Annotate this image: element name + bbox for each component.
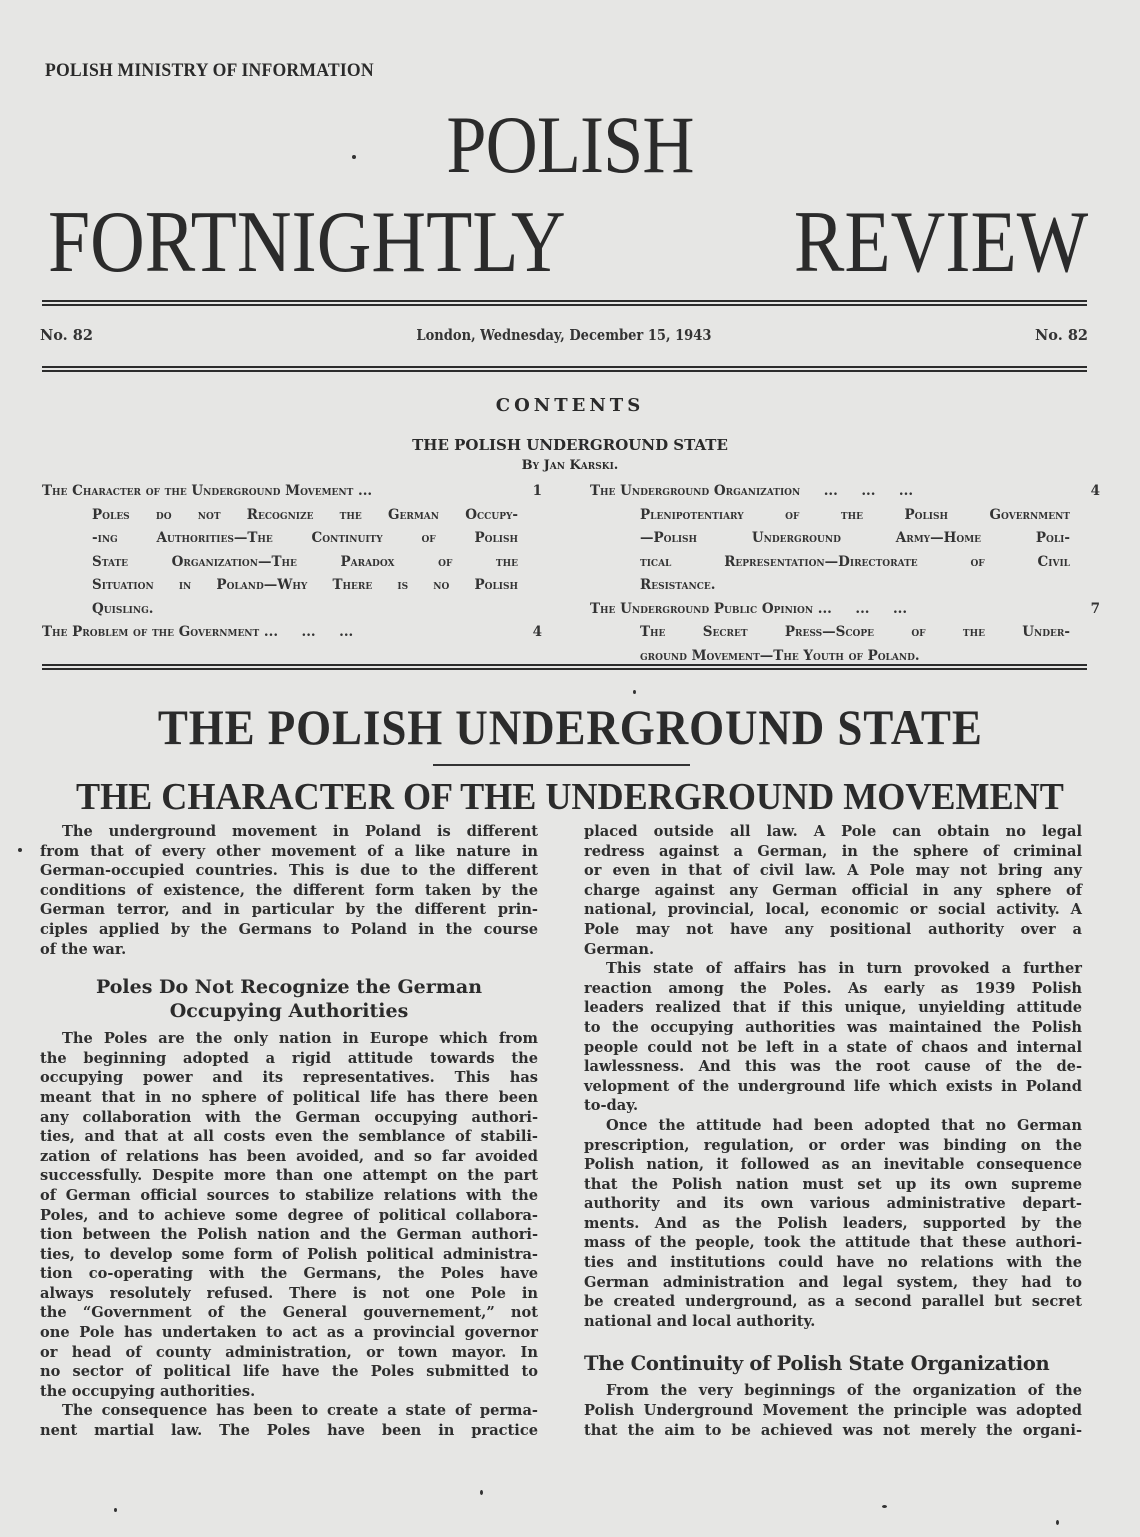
dateline bbox=[40, 327, 1088, 344]
text-line: ties and institutions could have no relations with the bbox=[584, 1254, 1082, 1272]
contents-left-column bbox=[42, 480, 542, 645]
toc-subtopic-line: Resistance. bbox=[640, 577, 716, 593]
article-main-title-text: THE POLISH UNDERGROUND STATE bbox=[157, 699, 983, 755]
paragraph bbox=[584, 1381, 1082, 1440]
text-line: people could not be left in a state of chaos and internal bbox=[584, 1038, 1082, 1056]
text-line: Polish nation, it followed as an inevitable consequence bbox=[584, 1156, 1082, 1174]
text-line: The consequence has been to create a state of perma- bbox=[62, 1402, 538, 1420]
text-line: from that of every other movement of a like nature in bbox=[40, 842, 538, 860]
masthead-fortnightly: FORTNIGHTLY bbox=[48, 194, 566, 291]
paragraph bbox=[40, 1029, 538, 1401]
text-line: lawlessness. And this was the root cause of the de- bbox=[584, 1058, 1082, 1076]
contents-heading: CONTENTS bbox=[495, 395, 645, 416]
print-speck bbox=[18, 848, 22, 852]
subheading-continuity: The Continuity of Polish State Organization bbox=[584, 1352, 1050, 1376]
text-line: meant that in no sphere of political life has there been bbox=[40, 1088, 538, 1106]
text-line: ties, to develop some form of Polish political administra- bbox=[40, 1245, 538, 1263]
toc-subtopic-line: State Organization—The Paradox of the bbox=[92, 553, 518, 570]
text-line: This state of affairs has in turn provoked a further bbox=[606, 960, 1082, 978]
text-line: of the war. bbox=[40, 940, 127, 958]
section-title bbox=[0, 775, 1140, 819]
paragraph bbox=[584, 1116, 1082, 1332]
toc-entry-subtopics bbox=[42, 504, 542, 622]
toc-subtopic-line: Quisling. bbox=[92, 600, 154, 617]
subheading-line: Occupying Authorities bbox=[169, 1000, 409, 1023]
text-line: national, provincial, local, economic or social activity. A bbox=[584, 901, 1082, 919]
article-main-title bbox=[0, 698, 1140, 756]
toc-entry-page: 4 bbox=[532, 624, 542, 640]
print-speck bbox=[882, 1505, 887, 1508]
title-divider bbox=[433, 764, 690, 766]
toc-entry-subtopics bbox=[590, 504, 1100, 598]
text-line: occupying power and its representatives. This has bbox=[40, 1069, 538, 1087]
text-line: the occupying authorities. bbox=[40, 1382, 256, 1400]
text-line: the “Government of the General gouvernement,” not bbox=[40, 1304, 538, 1322]
masthead-review: REVIEW bbox=[793, 194, 1088, 291]
text-line: be created underground, as a second parallel but secret bbox=[584, 1293, 1082, 1311]
print-speck bbox=[480, 1490, 483, 1495]
toc-entry[interactable] bbox=[42, 480, 542, 504]
subheading-poles-do-not-recognize bbox=[40, 975, 538, 1023]
text-line: that the Polish nation must set up its own supreme bbox=[584, 1175, 1082, 1193]
text-line: placed outside all law. A Pole can obtain no legal bbox=[584, 823, 1082, 840]
text-line: From the very beginnings of the organization of the bbox=[606, 1382, 1082, 1400]
text-line: German administration and legal system, they had to bbox=[584, 1273, 1082, 1291]
print-speck bbox=[633, 690, 636, 694]
toc-subtopic-line: Poles do not Recognize the German Occupy- bbox=[92, 506, 518, 523]
text-line: velopment of the underground life which exists in Poland bbox=[584, 1077, 1082, 1095]
toc-entry[interactable] bbox=[590, 480, 1100, 504]
toc-subtopic-line: Situation in Poland—Why There is no Polish bbox=[92, 577, 518, 593]
text-line: conditions of existence, the different form taken by the bbox=[40, 881, 538, 899]
toc-entry-title: The Underground Public Opinion ... ... ... bbox=[590, 600, 908, 617]
text-line: zation of relations has been avoided, and so far avoided bbox=[40, 1147, 538, 1165]
text-line: national and local authority. bbox=[584, 1312, 816, 1330]
text-line: charge against any German official in any sphere of bbox=[584, 881, 1082, 899]
toc-subtopic-line: -ing Authorities—The Continuity of Polish bbox=[92, 530, 518, 546]
toc-entry-subtopics bbox=[590, 621, 1100, 668]
toc-subtopic-line: Plenipotentiary of the Polish Government bbox=[640, 506, 1070, 523]
text-line: ments. And as the Polish leaders, supported by the bbox=[584, 1214, 1082, 1232]
text-line: the beginning adopted a rigid attitude towards the bbox=[40, 1049, 538, 1067]
text-line: always resolutely refused. There is not one Pole in bbox=[40, 1284, 538, 1302]
contents-right-column bbox=[590, 480, 1100, 668]
text-line: authority and its own various administrative depart- bbox=[584, 1195, 1082, 1213]
issue-number-right: No. 82 bbox=[1035, 327, 1088, 344]
toc-subtopic-line: ground Movement—The Youth of Poland. bbox=[640, 647, 920, 664]
section-title-text: THE CHARACTER OF THE UNDERGROUND MOVEMENT bbox=[76, 776, 1064, 818]
issue-number-left: No. 82 bbox=[40, 327, 93, 344]
text-line: Polish Underground Movement the principle was adopted bbox=[584, 1402, 1082, 1420]
print-speck bbox=[352, 155, 356, 159]
paragraph bbox=[40, 1401, 538, 1440]
text-line: reaction among the Poles. As early as 1939 Polish bbox=[584, 979, 1082, 997]
text-line: German. bbox=[584, 940, 655, 958]
masthead-title-line2 bbox=[48, 195, 1088, 291]
toc-subtopic-line: —Polish Underground Army—Home Poli- bbox=[640, 530, 1070, 546]
text-line: ties, and that at all costs even the semblance of stabili- bbox=[40, 1128, 538, 1146]
double-rule bbox=[42, 664, 1087, 670]
text-line: Poles, and to achieve some degree of political collabora- bbox=[40, 1206, 538, 1224]
text-line: or even in that of civil law. A Pole may not bring any bbox=[584, 862, 1082, 880]
text-line: The Poles are the only nation in Europe which from bbox=[62, 1030, 538, 1048]
text-line: The underground movement in Poland is different bbox=[62, 823, 538, 840]
toc-entry-page: 1 bbox=[532, 483, 542, 499]
text-line: that the aim to be achieved was not merely the organi- bbox=[584, 1421, 1082, 1439]
double-rule bbox=[42, 300, 1087, 306]
text-line: one Pole has undertaken to act as a provincial governor bbox=[40, 1324, 538, 1342]
paragraph bbox=[584, 822, 1082, 959]
text-line: of German official sources to stabilize relations with the bbox=[40, 1186, 538, 1204]
contents-byline: By Jan Karski. bbox=[521, 458, 619, 473]
text-line: nent martial law. The Poles have been in practice bbox=[40, 1422, 538, 1440]
text-line: or head of county administration, or town mayor. In bbox=[40, 1343, 538, 1361]
masthead-title-line1: POLISH bbox=[446, 99, 694, 190]
double-rule bbox=[42, 366, 1087, 372]
text-line: to-day. bbox=[584, 1097, 639, 1115]
toc-entry-page: 4 bbox=[1090, 483, 1100, 499]
text-line: prescription, regulation, or order was binding on the bbox=[584, 1136, 1082, 1154]
toc-entry-title: The Underground Organization ... ... ... bbox=[590, 483, 914, 499]
text-line: German terror, and in particular by the different prin- bbox=[40, 901, 538, 919]
text-line: no sector of political life have the Poles submitted to bbox=[40, 1363, 538, 1381]
text-line: successfully. Despite more than one attempt on the part bbox=[40, 1167, 538, 1185]
print-speck bbox=[114, 1508, 117, 1512]
publisher-line: POLISH MINISTRY OF INFORMATION bbox=[45, 60, 374, 81]
text-line: tion between the Polish nation and the German authori- bbox=[40, 1226, 538, 1244]
subheading-line: Poles Do Not Recognize the German bbox=[95, 976, 483, 999]
toc-entry-title: The Character of the Underground Movement ... bbox=[42, 483, 373, 499]
text-line: tion co-operating with the Germans, the Poles have bbox=[40, 1265, 538, 1283]
paragraph bbox=[40, 822, 538, 959]
print-speck bbox=[1056, 1520, 1059, 1525]
text-line: mass of the people, took the attitude that these authori- bbox=[584, 1234, 1082, 1252]
toc-subtopic-line: The Secret Press—Scope of the Under- bbox=[640, 624, 1070, 640]
text-line: German-occupied countries. This is due to the different bbox=[40, 862, 538, 880]
text-line: ciples applied by the Germans to Poland in the course bbox=[40, 920, 538, 938]
issue-date: London, Wednesday, December 15, 1943 bbox=[416, 327, 712, 344]
toc-entry[interactable] bbox=[42, 621, 542, 645]
text-line: Once the attitude had been adopted that no German bbox=[606, 1116, 1082, 1134]
toc-subtopic-line: tical Representation—Directorate of Civil bbox=[640, 553, 1070, 570]
text-line: Pole may not have any positional authority over a bbox=[584, 920, 1082, 938]
toc-entry-title: The Problem of the Government ... ... ... bbox=[42, 624, 354, 640]
article-right-column bbox=[584, 822, 1082, 1440]
toc-entry-page: 7 bbox=[1090, 600, 1100, 617]
paragraph bbox=[584, 959, 1082, 1116]
article-left-column bbox=[40, 822, 538, 1441]
text-line: leaders realized that if this unique, unyielding attitude bbox=[584, 999, 1082, 1017]
contents-article-title: THE POLISH UNDERGROUND STATE bbox=[412, 436, 728, 454]
text-line: to the occupying authorities was maintained the Polish bbox=[584, 1018, 1082, 1036]
text-line: redress against a German, in the sphere of criminal bbox=[584, 842, 1082, 860]
text-line: any collaboration with the German occupying authori- bbox=[40, 1108, 538, 1126]
toc-entry[interactable] bbox=[590, 598, 1100, 622]
